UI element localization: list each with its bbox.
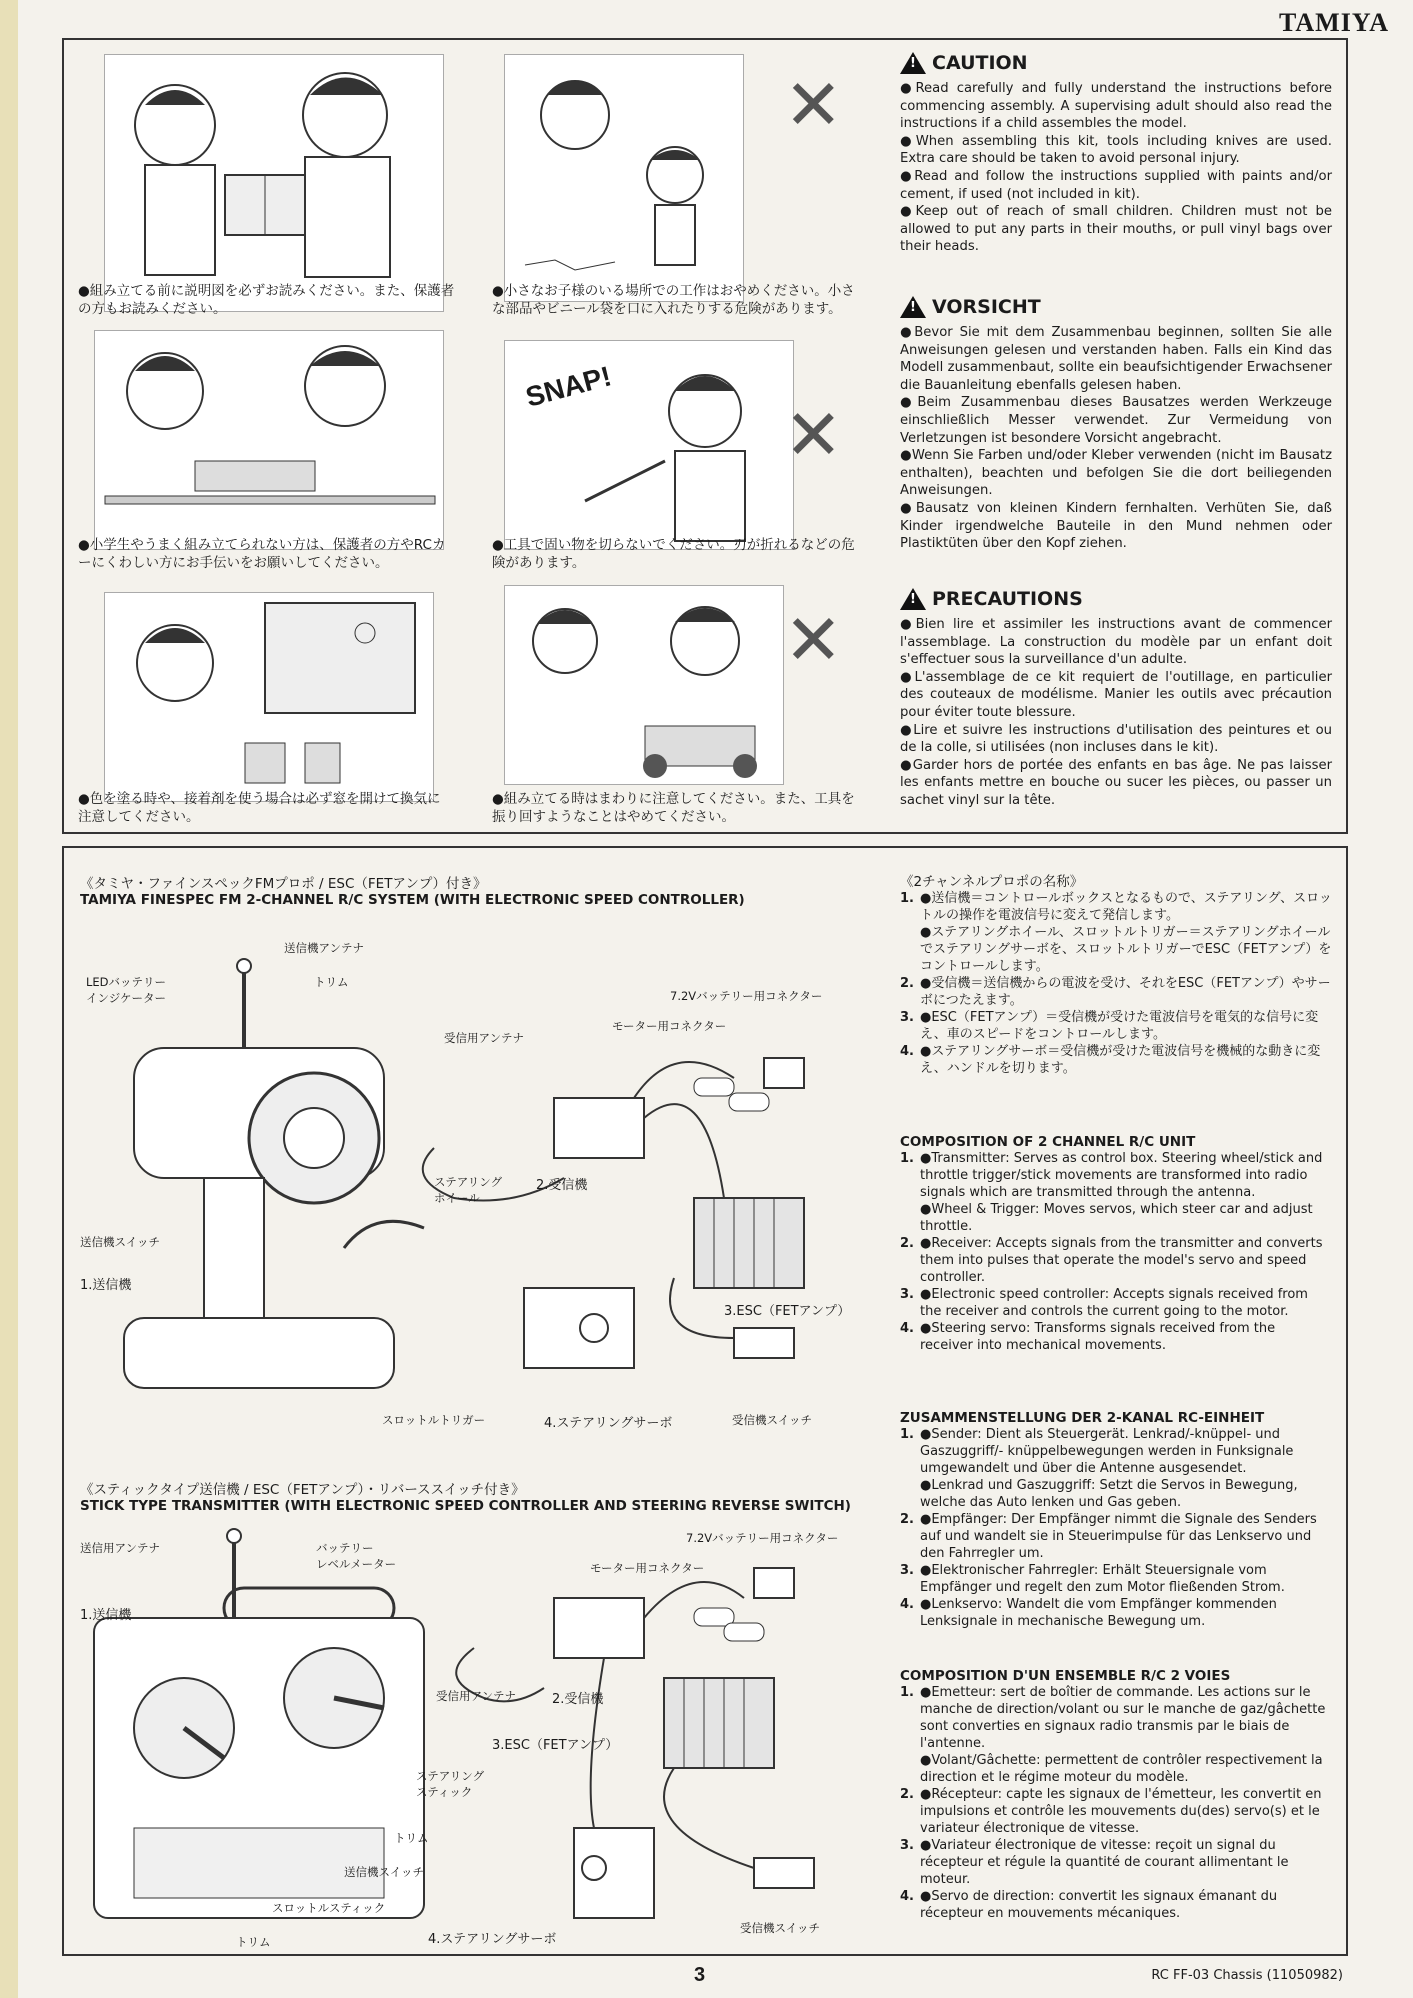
stick-label-esc: 3.ESC（FETアンプ） — [492, 1738, 619, 1753]
fm-system-title-jp: 《タミヤ・ファインスペックFMプロポ / ESC（FETアンプ）付き》 — [80, 876, 487, 892]
fm-system-title-en: TAMIYA FINESPEC FM 2-CHANNEL R/C SYSTEM (WITH ELECTRONIC SPEED CONTROLLER) — [80, 892, 745, 908]
caption-cutting: ●工具で固い物を切らないでください。刃が折れるなどの危険があります。 — [492, 537, 855, 571]
jp-names-item: 1. ●送信機＝コントロールボックスとなるもので、ステアリング、スロットルの操作を電波信号に変えて発信します。 ●ステアリングホイール、スロットルトリガー＝ステアリングホイールでステアリングサーボを、スロットルトリガーでESC（FETアンプ）をコントロールします。 — [900, 891, 1332, 974]
stick-system-diagram — [74, 1528, 854, 1948]
fr-composition-item: 3. ●Variateur électronique de vitesse: reçoit un signal du récepteur et régule la quantité de courant allimentant le moteur. — [900, 1838, 1289, 1887]
caution-item: ● Read carefully and fully understand the instructions before commencing assembly. A supervising adult should also read the instructions if a child assembles the model. — [900, 80, 1332, 133]
vorsicht-block — [900, 296, 1332, 553]
de-composition-item: 1. ●Sender: Dient als Steuergerät. Lenkrad/-knüppel- und Gaszuggriff/- knüppelbewegungen werden in Funksignale umgewandelt und über die Antenne ausgesendet. ●Lenkrad und Gaszuggriff: Setzt die Servos in Bewegung, welche das Auto lenken und Gas geben. — [900, 1427, 1298, 1510]
stick-label-trim-2: トリム — [236, 1935, 271, 1949]
tamiya-brand: TAMIYA — [1278, 8, 1389, 37]
en-composition-item: 3. ●Electronic speed controller: Accepts signals received from the receiver and controls the current going to the motor. — [900, 1287, 1308, 1319]
fm-label-rx-antenna: 受信用アンテナ — [444, 1031, 525, 1045]
jp-names-item: 4. ●ステアリングサーボ＝受信機が受けた電波信号を機械的な動きに変え、ハンドルを切ります。 — [900, 1044, 1321, 1076]
caption-small-children: ●小さなお子様のいる場所での工作はおやめください。小さな部品やビニール袋を口に入れたりする危険があります。 — [492, 283, 855, 317]
warning-triangle-icon — [900, 52, 926, 74]
fm-label-battery-connector: 7.2Vバッテリー用コネクター — [670, 989, 823, 1003]
de-composition-section — [900, 1410, 1332, 1630]
en-composition-title: COMPOSITION OF 2 CHANNEL R/C UNIT — [900, 1134, 1196, 1150]
prohibited-x-icon: ✕ — [784, 64, 843, 146]
vorsicht-item: ● Beim Zusammenbau dieses Bausatzes werden Werkzeuge einschließlich Messer verwendet. Zur Vermeidung von Verletzungen ist besondere Vorsicht angebracht. — [900, 394, 1332, 447]
illustration-adult-helping — [94, 330, 444, 550]
stick-system-title-jp: 《スティックタイプ送信機 / ESC（FETアンプ）・リバーススイッチ付き》 — [80, 1482, 525, 1498]
precautions-text — [900, 616, 1332, 810]
en-composition-section — [900, 1134, 1332, 1354]
stick-label-battery-meter: バッテリー レベルメーター — [316, 1541, 397, 1571]
page-number: 3 — [694, 1964, 706, 1986]
precautions-item: ● Bien lire et assimiler les instructions avant de commencer l'assemblage. La construction du modèle par un enfant doit s'effectuer sous la surveillance d'un adulte. — [900, 616, 1332, 669]
illustration-small-children — [504, 54, 744, 302]
fm-label-led: LEDバッテリー インジケーター — [86, 975, 167, 1005]
fm-label-trim: トリム — [314, 975, 349, 989]
stick-label-tx-antenna: 送信用アンテナ — [80, 1541, 161, 1555]
caution-item: ● Read and follow the instructions supplied with paints and/or cement, if used (not included in kit). — [900, 168, 1332, 203]
caution-title: CAUTION — [932, 52, 1028, 74]
fm-label-rx-switch: 受信機スイッチ — [732, 1413, 813, 1427]
illustration-reading-instructions — [104, 54, 444, 312]
warning-triangle-icon — [900, 588, 926, 610]
vorsicht-item: ● Bevor Sie mit dem Zusammenbau beginnen, sollten Sie alle Anweisungen gelesen und verstanden haben. Falls ein Kind das Modell zusammenbaut, sollte ein beaufsichtigender Erwachsener die Bauanleitung ebenfalls gelesen haben. — [900, 324, 1332, 394]
illustration-swinging-tools — [504, 585, 784, 785]
stick-label-trim-1: トリム — [394, 1831, 429, 1845]
caution-text — [900, 80, 1332, 256]
page-edge-strip — [0, 0, 18, 1998]
de-composition-item: 3. ●Elektronischer Fahrregler: Erhält Steuersignale vom Empfänger und regelt den zum Motor fließenden Strom. — [900, 1563, 1285, 1595]
caution-item: ● When assembling this kit, tools including knives are used. Extra care should be taken to avoid personal injury. — [900, 133, 1332, 168]
fm-label-receiver: 2.受信機 — [536, 1178, 588, 1193]
stick-label-rx-switch: 受信機スイッチ — [740, 1921, 821, 1935]
vorsicht-title: VORSICHT — [932, 296, 1041, 318]
vorsicht-item: ● Wenn Sie Farben und/oder Kleber verwenden (nicht im Bausatz enthalten), beachten und befolgen Sie die dort beiliegenden Anweisungen. — [900, 447, 1332, 500]
jp-names-title: 《2チャンネルプロポの名称》 — [900, 874, 1084, 890]
caption-ventilate: ●色を塗る時や、接着剤を使う場合は必ず窓を開けて換気に注意してください。 — [78, 791, 441, 825]
de-composition-title: ZUSAMMENSTELLUNG DER 2-KANAL RC-EINHEIT — [900, 1410, 1265, 1426]
precautions-title: PRECAUTIONS — [932, 588, 1083, 610]
stick-label-receiver: 2.受信機 — [552, 1692, 604, 1707]
en-composition-item: 1. ●Transmitter: Serves as control box. Steering wheel/stick and throttle trigger/stick movements are transformed into radio signals which are transmitted through the antenna. ●Wheel & Trigger: Moves servos, which steer car and adjust throttle. — [900, 1151, 1323, 1234]
fr-composition-item: 4. ●Servo de direction: convertit les signaux émanant du récepteur en mouvements mécaniques. — [900, 1889, 1278, 1921]
fr-composition-section — [900, 1668, 1332, 1922]
jp-names-item: 3. ●ESC（FETアンプ）＝受信機が受けた電波信号を電気的な信号に変え、車のスピードをコントロールします。 — [900, 1010, 1319, 1042]
stick-label-battery-connector: 7.2Vバッテリー用コネクター — [686, 1531, 839, 1545]
stick-label-tx-switch: 送信機スイッチ — [344, 1865, 425, 1879]
stick-label-steering-stick: ステアリング スティック — [416, 1769, 485, 1799]
illustration-ventilation — [104, 592, 434, 802]
jp-names-item: 2. ●受信機＝送信機からの電波を受け、それをESC（FETアンプ）やサーボにつたえます。 — [900, 976, 1331, 1008]
illustration-cutting-hard-objects — [504, 340, 794, 550]
caption-tools: ●組み立てる時はまわりに注意してください。また、工具を振り回すようなことはやめてください。 — [492, 791, 855, 825]
stick-label-throttle-stick: スロットルスティック — [272, 1901, 386, 1915]
vorsicht-item: ● Bausatz von kleinen Kindern fernhalten. Verhüten Sie, daß Kinder irgendwelche Bauteile in den Mund nehmen oder Plastiktüten über den Kopf ziehen. — [900, 500, 1332, 553]
caption-read-instructions: ●組み立てる前に説明図を必ずお読みください。また、保護者の方もお読みください。 — [78, 283, 455, 317]
stick-label-rx-antenna: 受信用アンテナ — [436, 1689, 517, 1703]
snap-text: SNAP! — [522, 360, 615, 413]
fr-composition-title: COMPOSITION D'UN ENSEMBLE R/C 2 VOIES — [900, 1668, 1231, 1684]
prohibited-x-icon: ✕ — [784, 394, 843, 476]
fm-label-tx-switch: 送信機スイッチ — [80, 1235, 161, 1249]
precautions-item: ● Garder hors de portée des enfants en bas âge. Ne pas laisser les enfants mettre en bouche ou sucer les pièces, ou passer un sachet vinyl sur la tête. — [900, 757, 1332, 810]
caution-block — [900, 52, 1332, 256]
fm-label-steering-wheel: ステアリング ホイール — [434, 1175, 503, 1205]
fr-composition-item: 1. ●Emetteur: sert de boîtier de commande. Les actions sur le manche de direction/volant ou sur le manche de gaz/gâchette sont converties en signaux radio transmis par le biais de l'antenne. ●Volant/Gâchette: permettent de contrôler respectivement la direction et le régime moteur du modèle. — [900, 1685, 1326, 1785]
precautions-item: ● L'assemblage de ce kit requiert de l'outillage, en particulier des couteaux de modélisme. Manier les outils avec précaution pour éviter toute blessure. — [900, 669, 1332, 722]
warning-triangle-icon — [900, 296, 926, 318]
prohibited-x-icon: ✕ — [784, 599, 843, 681]
fm-label-servo: 4.ステアリングサーボ — [544, 1416, 673, 1431]
en-composition-item: 2. ●Receiver: Accepts signals from the transmitter and converts them into pulses that operate the model's servo and speed controller. — [900, 1236, 1323, 1285]
de-composition-item: 2. ●Empfänger: Der Empfänger nimmt die Signale des Senders auf und wandelt sie in Steuerimpulse für das Lenkservo und den Fahrregler um. — [900, 1512, 1317, 1561]
safety-panel — [62, 38, 1348, 834]
en-composition-item: 4. ●Steering servo: Transforms signals received from the receiver into mechanical movements. — [900, 1321, 1276, 1353]
precautions-block — [900, 588, 1332, 810]
stick-label-servo: 4.ステアリングサーボ — [428, 1932, 557, 1947]
stick-label-transmitter: 1.送信機 — [80, 1608, 132, 1623]
stick-system-title-en: STICK TYPE TRANSMITTER (WITH ELECTRONIC SPEED CONTROLLER AND STEERING REVERSE SWITCH) — [80, 1498, 851, 1514]
precautions-item: ● Lire et suivre les instructions d'utilisation des peintures et ou de la colle, si utilisées (non incluses dans le kit). — [900, 722, 1332, 757]
caption-ask-for-help: ●小学生やうまく組み立てられない方は、保護者の方やRCカーにくわしい方にお手伝いをお願いしてください。 — [78, 537, 446, 571]
fr-composition-item: 2. ●Récepteur: capte les signaux de l'émetteur, les convertit en impulsions et contrôle les mouvements du(des) servo(s) et le variateur électronique de vitesse. — [900, 1787, 1322, 1836]
fm-label-transmitter: 1.送信機 — [80, 1278, 132, 1293]
fm-label-throttle-trigger: スロットルトリガー — [382, 1413, 486, 1427]
rc-system-panel — [62, 846, 1348, 1956]
vorsicht-text — [900, 324, 1332, 553]
document-reference: RC FF-03 Chassis (11050982) — [1151, 1968, 1343, 1983]
stick-label-motor-connector: モーター用コネクター — [590, 1561, 705, 1575]
caution-item: ● Keep out of reach of small children. Children must not be allowed to put any parts in their mouths, or pull vinyl bags over their heads. — [900, 203, 1332, 256]
jp-names-section — [900, 870, 1332, 1077]
de-composition-item: 4. ●Lenkservo: Wandelt die vom Empfänger kommenden Lenksignale in mechanische Bewegung um. — [900, 1597, 1277, 1629]
fm-label-esc: 3.ESC（FETアンプ） — [724, 1304, 851, 1319]
fm-label-tx-antenna: 送信機アンテナ — [284, 941, 365, 955]
fm-label-motor-connector: モーター用コネクター — [612, 1019, 727, 1033]
